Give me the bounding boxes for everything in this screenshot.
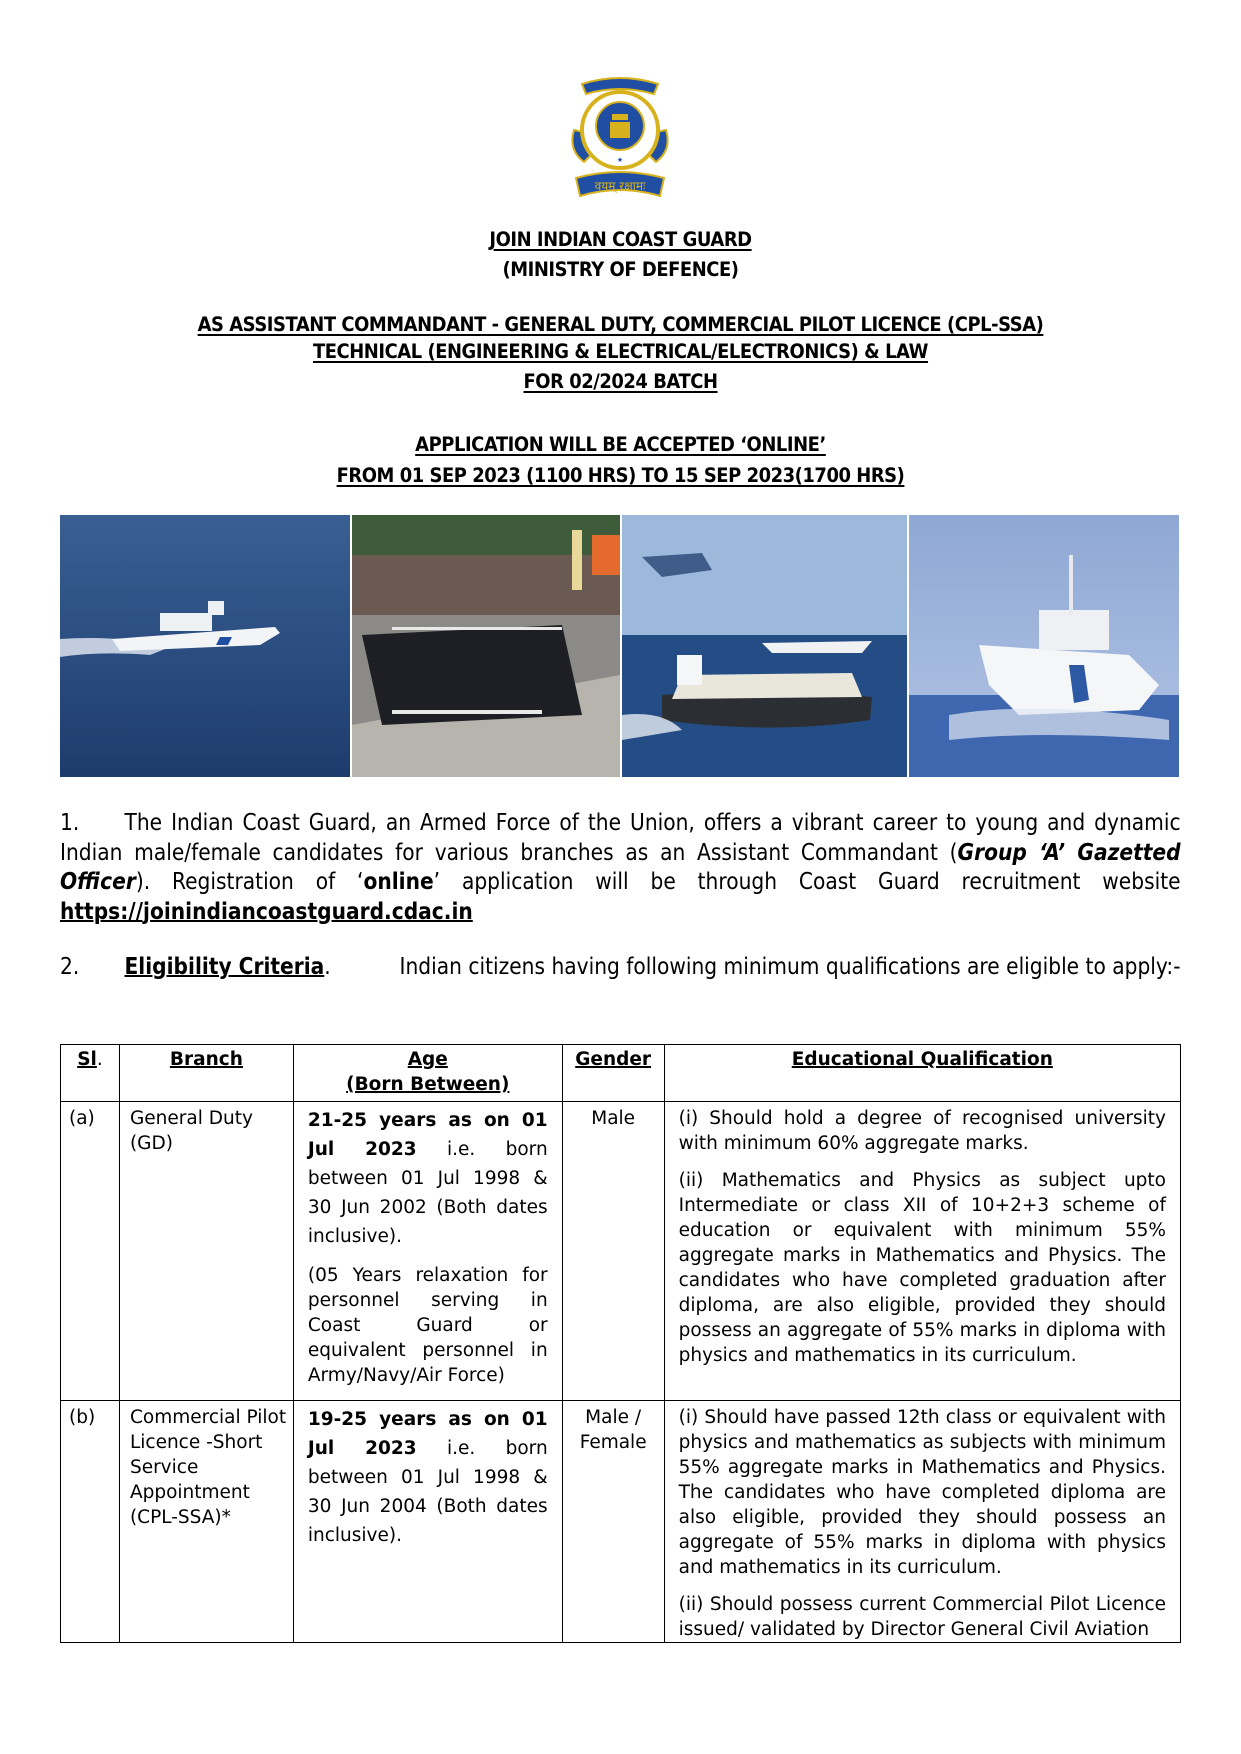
republic-day-parade-photo [352,515,620,777]
coast-guard-emblem-icon [560,70,680,200]
eligibility-table [60,1044,1181,1643]
qualification-item: (ii) Mathematics and Physics as subject upto Intermediate or class XII of 10+2+3 scheme of education or equivalent with minimum 55% aggregate marks in Mathematics and Physics. The candidates who have completed graduation after diploma, are also eligible, provided they should possess an aggregate of 55% marks in diploma with physics and mathematics in its curriculum. [678,1170,1166,1366]
heading-batch: FOR 02/2024 BATCH [523,370,718,393]
cell-gender: Male / Female [562,1401,664,1643]
table-row [61,1401,1181,1643]
group-a-gazetted-officer: Group ‘A’ Gazetted Officer [60,837,1181,895]
intro-text: The Indian Coast Guard, an Armed Force of the Union, offers a vibrant career to young and dynamic Indian male/female candidates for various branches as an Assistant Commandant ( [60,808,1181,866]
header-educational-qualification: Educational Qualification [664,1045,1180,1102]
recruitment-website-link[interactable]: https://joinindiancoastguard.cdac.in [60,896,473,925]
heading-online-application: APPLICATION WILL BE ACCEPTED ‘ONLINE’ [415,433,826,456]
patrol-vessel-photo [909,515,1179,777]
cell-sl: (b) [61,1401,120,1643]
cell-branch: Commercial Pilot Licence -Short Service Appointment (CPL-SSA)* [119,1401,293,1643]
eligibility-intro-text: Indian citizens having following minimum qualifications are eligible to apply:- [399,952,1181,980]
header-gender: Gender [562,1045,664,1102]
header-age: Age (Born Between) [293,1045,562,1102]
heading-join-icg: JOIN INDIAN COAST GUARD [489,228,752,251]
hovercraft-and-helicopter-photo [622,515,907,777]
cell-age: 21-25 years as on 01 Jul 2023 i.e. born between 01 Jul 1998 & 30 Jun 2002 (Both dates inclusive). (05 Years relaxation for personnel serving in Coast Guard or equivalent personnel in Army/Navy/Air Force) [293,1102,562,1401]
cell-age: 19-25 years as on 01 Jul 2023 i.e. born between 01 Jul 1998 & 30 Jun 2004 (Both dates inclusive). [293,1401,562,1643]
cell-sl: (a) [61,1102,120,1401]
header-branch: Branch [119,1045,293,1102]
svg-text:वयम् रक्षामः: वयम् रक्षामः [594,179,646,193]
paragraph-introduction [60,808,1181,926]
qualification-item: (ii) Should possess current Commercial Pilot Licence issued/ validated by Director General Civil Aviation [678,1594,1166,1640]
paragraph-number: 1. [60,808,80,836]
eligibility-criteria-heading: Eligibility Criteria [124,952,325,980]
heading-posts-line1: AS ASSISTANT COMMANDANT - GENERAL DUTY, COMMERCIAL PILOT LICENCE (CPL-SSA) [197,313,1044,336]
coast-guard-ship-at-sea-photo [60,515,350,777]
header-sl: Sl. [61,1045,120,1102]
online-emphasis: online [363,867,434,895]
photo-strip [60,515,1181,777]
paragraph-number: 2. [60,952,80,980]
paragraph-eligibility [60,952,1181,982]
heading-period: . [324,952,331,980]
cell-education [664,1401,1180,1643]
intro-text-2: ). Registration of ‘ [135,867,364,895]
intro-text-3: ’ application will be through Coast Guard recruitment website [433,867,1181,895]
age-relaxation-note: (05 Years relaxation for personnel serving in Coast Guard or equivalent personnel in Army/Navy/Air Force) [307,1265,548,1386]
cell-gender: Male [562,1102,664,1401]
heading-application-dates: FROM 01 SEP 2023 (1100 HRS) TO 15 SEP 2023(1700 HRS) [336,464,905,487]
table-header-row [61,1045,1181,1102]
qualification-item: (i) Should have passed 12th class or equivalent with physics and mathematics as subjects with minimum 55% aggregate marks in Mathematics and Physics. The candidates who have completed diploma are also eligible, provided they should possess an aggregate of 55% marks in diploma with physics and mathematics in its curriculum. [678,1407,1166,1578]
cell-branch: General Duty (GD) [119,1102,293,1401]
heading-ministry: (MINISTRY OF DEFENCE) [502,258,739,281]
svg-text:★: ★ [616,156,624,164]
qualification-item: (i) Should hold a degree of recognised university with minimum 60% aggregate marks. [678,1108,1166,1154]
cell-education [664,1102,1180,1401]
table-row [61,1102,1181,1401]
heading-posts-line2: TECHNICAL (ENGINEERING & ELECTRICAL/ELECTRONICS) & LAW [312,340,929,363]
